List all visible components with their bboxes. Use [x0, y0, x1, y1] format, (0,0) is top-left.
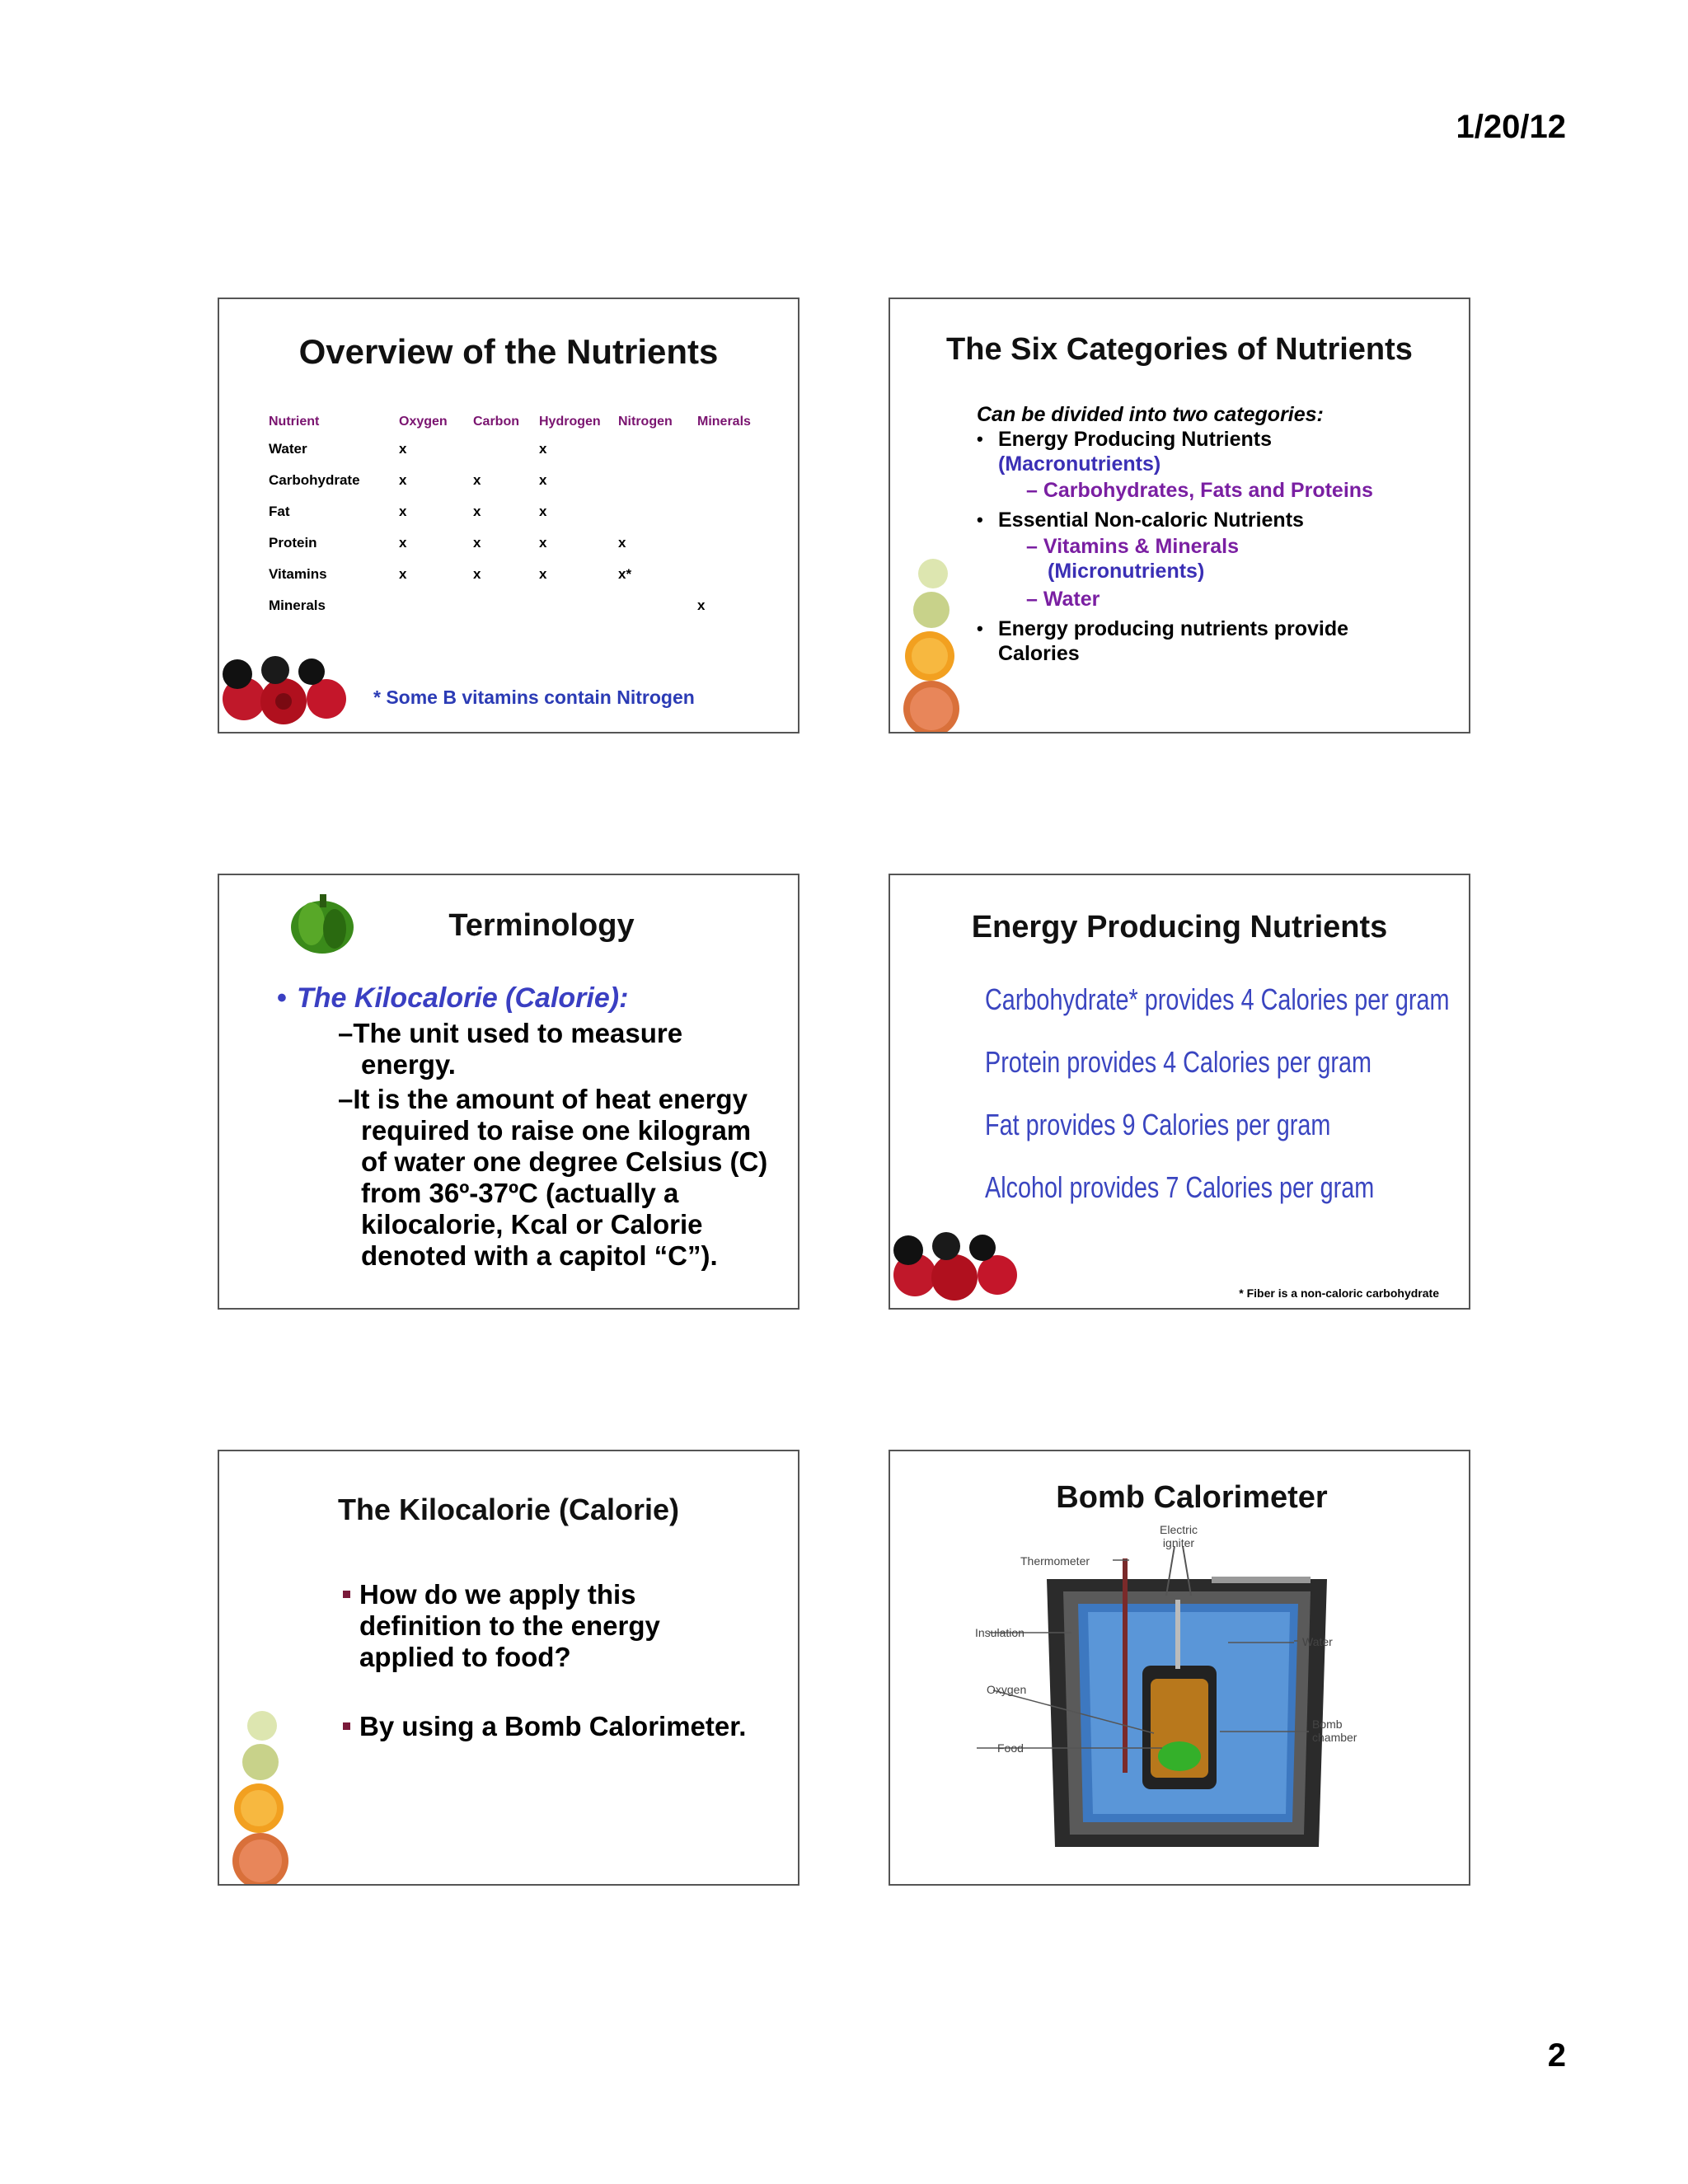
dash-item: – Water — [1026, 588, 1100, 611]
cell: x — [399, 504, 407, 519]
slide-kilocalorie — [218, 1450, 799, 1886]
label-oxygen: Oxygen — [987, 1683, 1027, 1696]
bullet-text: • Energy producing nutrients provide Calories — [998, 617, 1349, 665]
citrus-decoration — [219, 1703, 298, 1884]
cell — [473, 598, 539, 629]
cell: x — [399, 566, 407, 582]
label-igniter-line2: igniter — [1162, 1536, 1195, 1549]
berries-decoration — [219, 654, 355, 732]
cell: x — [473, 472, 481, 488]
question-item: How do we apply this definition to the energy applied to food? — [343, 1579, 755, 1673]
cell: x — [539, 504, 547, 519]
col-header: Carbon — [473, 415, 519, 429]
bullet-item — [977, 616, 1427, 666]
cell: x — [473, 535, 481, 551]
slide-body — [277, 982, 771, 1272]
cell — [697, 566, 757, 598]
cell: Protein — [269, 535, 317, 551]
table-row — [269, 441, 757, 472]
citrus-decoration — [890, 551, 968, 732]
cell: x — [618, 535, 626, 551]
label-food: Food — [997, 1741, 1024, 1755]
slide-title: Bomb Calorimeter — [1056, 1480, 1328, 1515]
bullet-item — [977, 427, 1455, 476]
footnote: * Fiber is a non-caloric carbohydrate — [1239, 1286, 1439, 1300]
slide-bomb-calorimeter — [889, 1450, 1470, 1886]
cell — [618, 441, 697, 472]
question-item: By using a Bomb Calorimeter. — [343, 1711, 755, 1742]
slide-title: The Kilocalorie (Calorie) — [337, 1493, 680, 1526]
term-heading: • The Kilocalorie (Calorie): — [277, 982, 771, 1015]
slide-energy-nutrients — [889, 874, 1470, 1310]
cell — [539, 598, 618, 629]
table-row — [269, 535, 757, 566]
cell: x — [473, 504, 481, 519]
label-water: Water — [1302, 1635, 1333, 1648]
bullet-item — [977, 508, 1455, 532]
label-bomb: Bomb — [1312, 1718, 1343, 1731]
cell — [618, 472, 697, 504]
slide-body — [977, 402, 1455, 666]
slide-title: Terminology — [448, 908, 635, 943]
col-header: Minerals — [697, 415, 751, 429]
cell: x — [539, 472, 547, 488]
cell — [697, 504, 757, 535]
table-row — [269, 566, 757, 598]
label-thermometer: Thermometer — [1020, 1554, 1090, 1568]
slide-title: The Six Categories of Nutrients — [946, 332, 1413, 367]
calorie-line: Carbohydrate* provides 4 Calories per gram — [985, 982, 1450, 1016]
col-header: Nutrient — [269, 415, 320, 429]
col-header: Hydrogen — [539, 415, 601, 429]
cell: Fat — [269, 504, 290, 519]
label-insulation: Insulation — [975, 1626, 1025, 1639]
col-header: Oxygen — [399, 415, 448, 429]
label-igniter: Electric — [1160, 1523, 1198, 1536]
slide-title: Energy Producing Nutrients — [971, 910, 1388, 944]
cell — [399, 598, 473, 629]
cell — [618, 504, 697, 535]
label-bomb-line2: chamber — [1312, 1731, 1357, 1744]
col-header: Nitrogen — [618, 415, 673, 429]
dash-subtext: (Micronutrients) — [1048, 560, 1205, 583]
bullet-text: • Essential Non-caloric Nutrients — [998, 509, 1304, 532]
cell — [618, 598, 697, 629]
cell: x — [697, 598, 706, 613]
bullet-subtext: (Macronutrients) — [998, 452, 1161, 476]
cell: Carbohydrate — [269, 472, 360, 488]
cell — [697, 472, 757, 504]
calorie-line: Protein provides 4 Calories per gram — [985, 1045, 1372, 1079]
cell: Minerals — [269, 598, 326, 613]
table-row — [269, 504, 757, 535]
slide-terminology — [218, 874, 799, 1310]
table-row — [269, 598, 757, 629]
table-row — [269, 472, 757, 504]
bullet-text: • Energy Producing Nutrients — [998, 428, 1272, 451]
term-item: –It is the amount of heat energy required to raise one kilogram of water one degree Celsius (C) from 36º-37ºC (actually a kilocalorie, Kcal or Calorie denoted with a capitol “C”). — [338, 1084, 768, 1271]
slide-overview-nutrients — [218, 298, 799, 733]
cell: x — [539, 535, 547, 551]
calorimeter-diagram — [890, 1517, 1470, 1886]
slide-six-categories — [889, 298, 1470, 733]
cell: x — [539, 566, 547, 582]
cell: x — [539, 441, 547, 457]
calorie-line: Alcohol provides 7 Calories per gram — [985, 1170, 1375, 1204]
cell: x — [399, 441, 407, 457]
cell: x — [399, 472, 407, 488]
table-header-row — [269, 415, 757, 441]
dash-item: – Carbohydrates, Fats and Proteins — [1026, 479, 1373, 502]
page-date: 1/20/12 — [1456, 109, 1566, 145]
calorie-line: Fat provides 9 Calories per gram — [985, 1108, 1331, 1141]
dash-item: – Vitamins & Minerals — [1026, 535, 1239, 558]
berries-decoration — [890, 1230, 1026, 1308]
calorie-lines — [985, 982, 1470, 1233]
cell — [473, 441, 539, 472]
cell: Vitamins — [269, 566, 327, 582]
slide-title: Overview of the Nutrients — [298, 332, 719, 371]
cell: x — [473, 566, 481, 582]
cell — [697, 535, 757, 566]
nutrient-table — [269, 415, 757, 629]
cell: x* — [618, 566, 632, 582]
slide-body — [343, 1579, 755, 1780]
cell: x — [399, 535, 407, 551]
footnote: * Some B vitamins contain Nitrogen — [373, 687, 695, 708]
cell: Water — [269, 441, 307, 457]
intro-text: Can be divided into two categories: — [977, 403, 1324, 426]
page-number: 2 — [1547, 2037, 1566, 2074]
term-item: –The unit used to measure energy. — [338, 1018, 683, 1080]
cell — [697, 441, 757, 472]
